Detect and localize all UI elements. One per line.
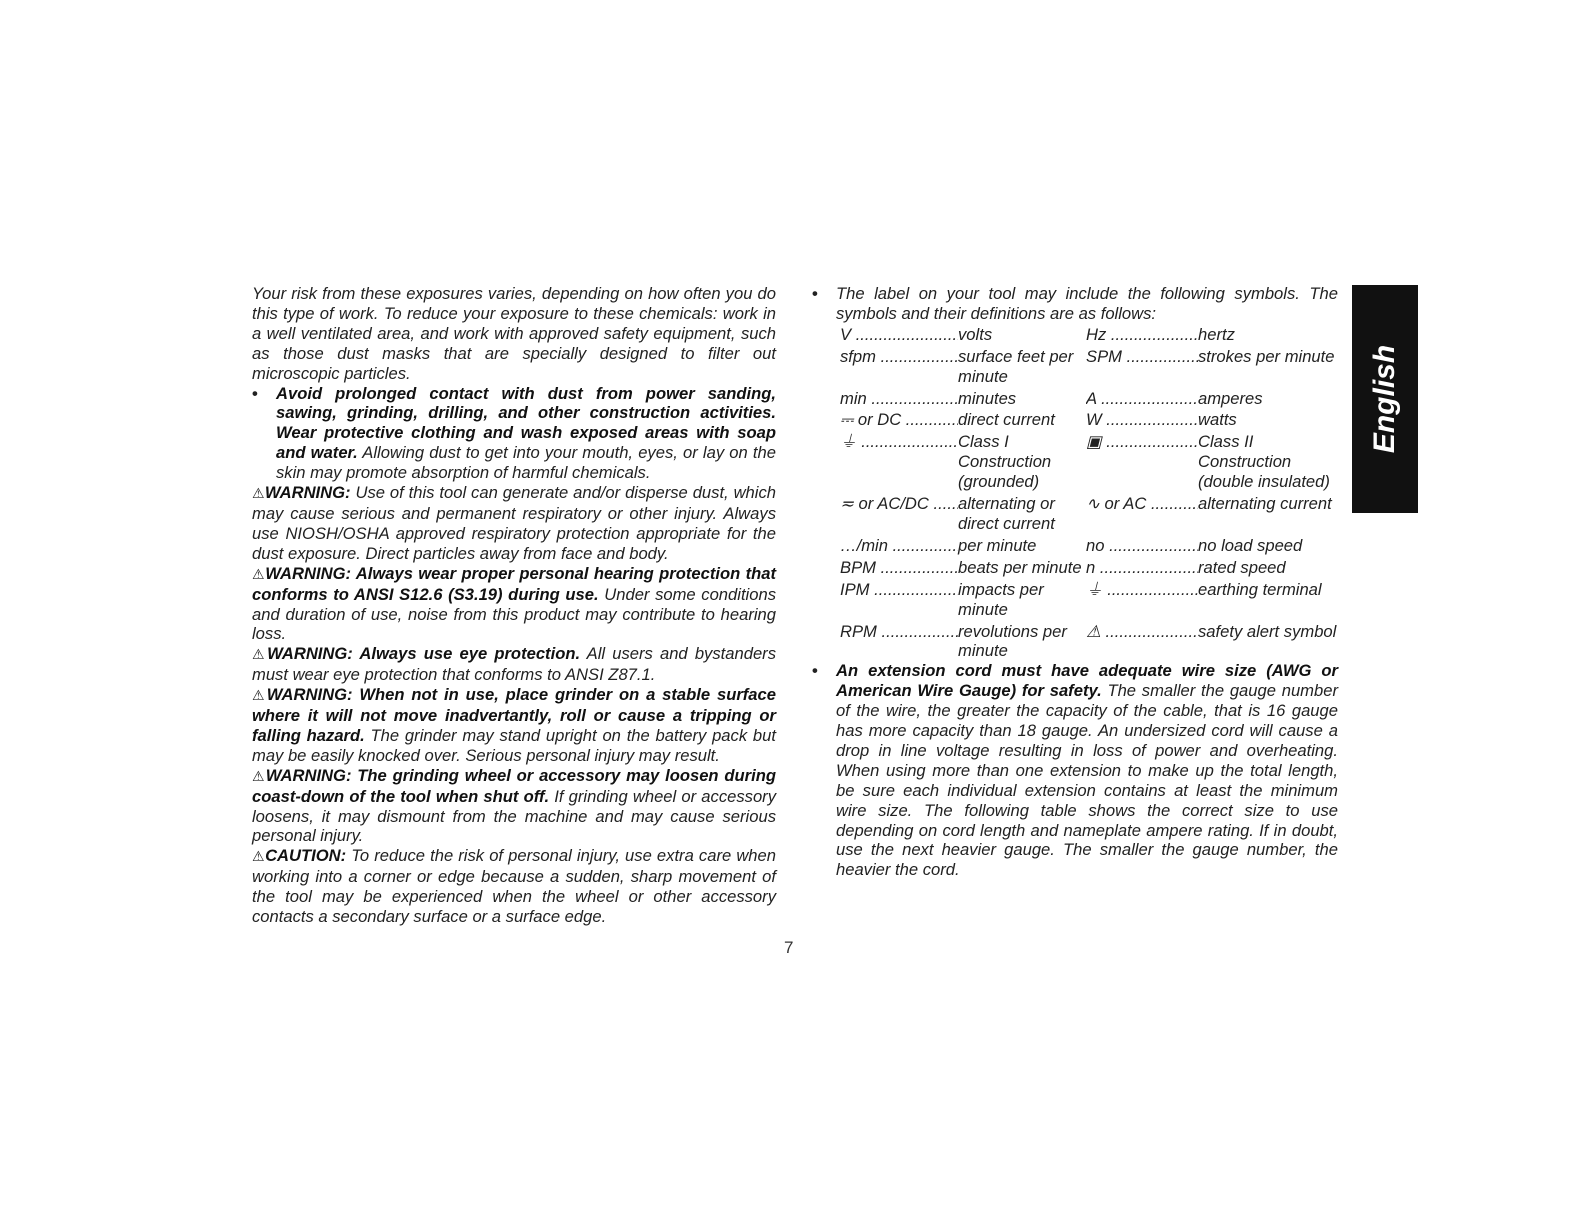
leader-dots (888, 536, 958, 555)
extension-bold: An extension cord must have adequate wire size (AWG or American Wire Gauge) for safety. (836, 661, 1338, 701)
symbol-definition: Class I Construction (grounded) (958, 432, 1052, 492)
symbol-definition: Class II Construction (double insulated) (1198, 432, 1330, 492)
safety-alert-icon: ⚠ (252, 687, 267, 704)
symbol-abbr (1086, 536, 1198, 556)
symbol-text: ≂ or AC/DC (840, 494, 929, 514)
warning-label: WARNING: Always use eye protection. (267, 644, 581, 664)
symbol-text: no (1086, 535, 1105, 555)
symbol-definition: amperes (1198, 388, 1263, 408)
leader-dots (867, 389, 958, 408)
symbol-abbr (840, 410, 958, 430)
warning-dust (252, 483, 776, 564)
warning-label: WARNING: Always wear proper personal hearing protection that conforms to ANSI S12.6 (S3.19) during use. (252, 563, 776, 604)
caution-text: To reduce the risk of personal injury, use extra care when working into a corner or edge because a sudden, sharp movement of the tool may be experienced when the wheel or other accessory contacts a secondary surface or a surface edge. (252, 846, 776, 927)
leader-dots (1103, 580, 1198, 599)
leader-dots (929, 494, 958, 513)
caution-corner (252, 846, 776, 927)
caution-label: CAUTION: (265, 846, 347, 866)
symbol-text: ⚠ (1086, 621, 1101, 641)
page-number: 7 (784, 938, 794, 957)
warning-label: WARNING: When not in use, place grinder on a stable surface where it will not move inadvertantly, roll or cause a tripping or falling hazard. (252, 685, 776, 745)
symbol-text: Hz (1086, 324, 1107, 344)
symbol-abbr (1086, 580, 1198, 620)
symbol-definition: alternating current (1198, 494, 1332, 514)
symbol-text: …/min (840, 535, 888, 555)
intro-paragraph: Your risk from these exposures varies, depending on how often you do this type of work. To reduce your exposure to these chemicals: work in a well ventilated area, and work with approved safety equipment, such as those dust masks that are specially designed to filter out microscopic particles. (252, 284, 776, 383)
symbol-abbr (840, 325, 958, 345)
symbol-definition: strokes per minute (1198, 346, 1335, 366)
warning-text: All users and bystanders must wear eye protection that conforms to ANSI Z87.1. (252, 644, 776, 685)
safety-alert-icon: ⚠ (252, 848, 266, 865)
language-tab (1352, 285, 1418, 513)
warning-hearing (252, 564, 776, 645)
symbol-text: ∿ or AC (1086, 494, 1147, 514)
symbol-text: W (1086, 410, 1102, 430)
symbol-text: BPM (840, 557, 876, 577)
dust-contact-bullet (252, 384, 776, 484)
symbol-definition: watts (1198, 410, 1237, 430)
leader-dots (901, 410, 958, 429)
symbol-text: SPM (1086, 346, 1122, 366)
dust-bold: Avoid prolonged contact with dust from power sanding, sawing, grinding, drilling, and other construction activities. Wear protective clothing and wash exposed areas with soap and water. (276, 383, 776, 463)
leader-dots (876, 347, 958, 366)
leader-dots (1095, 558, 1198, 577)
symbol-abbr (1086, 325, 1198, 345)
symbol-definition: per minute (958, 535, 1037, 555)
symbol-abbr (840, 622, 958, 662)
symbol-definition: revolutions per minute (958, 621, 1067, 661)
symbol-text: ⏚ (1086, 579, 1103, 599)
warning-text: Use of this tool can generate and/or disperse dust, which may cause serious and permanent respiratory or other injury. Always use NIOSH/OSHA approved respiratory protection appropriate for the dust exposure. Direct particles away from face and body. (252, 483, 776, 563)
symbol-text: IPM (840, 579, 870, 599)
safety-alert-icon: ⚠ (252, 646, 268, 663)
symbol-text: sfpm (840, 346, 876, 366)
symbol-abbr (840, 494, 958, 534)
symbol-abbr (1086, 432, 1198, 492)
symbols-intro: • The label on your tool may include the following symbols. The symbols and their definitions are as follows: (812, 284, 1338, 324)
warning-text: If grinding wheel or accessory loosens, it may dismount from the machine and may cause serious personal injury. (252, 786, 776, 846)
symbol-text: min (840, 388, 867, 408)
symbol-text: ⏚ (840, 432, 857, 452)
symbol-text: V (840, 324, 852, 344)
leader-dots (1106, 325, 1198, 344)
leader-dots (1102, 432, 1198, 451)
symbol-text: ⎓ or DC (840, 410, 902, 430)
symbol-definition: rated speed (1198, 557, 1286, 577)
symbol-definition: impacts per minute (958, 579, 1044, 619)
symbol-definition: safety alert symbol (1198, 621, 1337, 641)
symbol-definition: volts (958, 324, 993, 344)
symbol-definition: minutes (958, 388, 1017, 408)
symbol-abbr (1086, 410, 1198, 430)
symbol-abbr (1086, 494, 1198, 534)
leader-dots (857, 432, 958, 451)
leader-dots (876, 558, 958, 577)
safety-alert-icon: ⚠ (252, 767, 266, 784)
safety-alert-icon: ⚠ (252, 485, 265, 502)
symbol-abbr (840, 432, 958, 492)
symbol-definition: earthing terminal (1198, 579, 1322, 599)
leader-dots (1102, 410, 1198, 429)
warning-stable-surface (252, 685, 776, 766)
symbol-text: n (1086, 557, 1096, 577)
language-tab-label: English (1368, 344, 1401, 454)
leader-dots (1146, 494, 1198, 513)
symbol-abbr (840, 558, 958, 578)
warning-coast-down (252, 766, 776, 847)
leader-dots (1104, 536, 1198, 555)
symbol-definition: alternating or direct current (958, 494, 1055, 533)
symbol-definition: hertz (1198, 324, 1235, 344)
warning-text: The grinder may stand upright on the battery pack but may be easily knocked over. Serious personal injury may result. (252, 725, 776, 765)
warning-label: WARNING: The grinding wheel or accessory may loosen during coast-down of the tool when shut off. (252, 765, 776, 806)
dust-text: Allowing dust to get into your mouth, eyes, or lay on the skin may promote absorption of harmful chemicals. (276, 443, 776, 483)
symbol-definition: direct current (958, 410, 1055, 430)
warning-eye (252, 644, 776, 685)
leader-dots (1122, 347, 1198, 366)
symbol-abbr (1086, 622, 1198, 662)
symbol-abbr (840, 580, 958, 620)
symbol-definition: surface feet per minute (958, 346, 1074, 386)
symbol-abbr (1086, 389, 1198, 409)
leader-dots (851, 325, 958, 344)
symbol-definition: beats per minute (958, 557, 1082, 577)
symbol-abbr (840, 347, 958, 387)
symbol-definition: no load speed (1198, 535, 1303, 555)
symbol-abbr (1086, 347, 1198, 387)
leader-dots (1096, 389, 1198, 408)
extension-text: The smaller the gauge number of the wire, the greater the capacity of the cable, that is 16 gauge has more capacity than 18 gauge. An undersized cord will cause a drop in line voltage resulting in loss of power and overheating. When using more than one extension to make up the total length, be sure each individual extension contains at least the minimum wire size. The following table shows the correct size to use depending on cord length and nameplate ampere rating. If in doubt, use the next heavier gauge. The smaller the gauge number, the heavier the cord. (836, 681, 1338, 880)
symbol-text: RPM (840, 621, 877, 641)
symbols-table (840, 325, 1338, 662)
symbol-abbr (1086, 558, 1198, 578)
symbol-text: ▣ (1086, 432, 1102, 452)
extension-cord-bullet (812, 661, 1338, 880)
symbol-abbr (840, 389, 958, 409)
symbol-text: A (1086, 388, 1097, 408)
warning-text: Under some conditions and duration of use, noise from this product may contribute to hearing loss. (252, 584, 777, 644)
leader-dots (870, 580, 958, 599)
left-column (252, 284, 776, 927)
right-column (812, 284, 1338, 880)
safety-alert-icon: ⚠ (252, 565, 266, 582)
leader-dots (877, 622, 958, 641)
leader-dots (1101, 622, 1198, 641)
symbol-abbr (840, 536, 958, 556)
warning-label: WARNING: (264, 483, 351, 503)
